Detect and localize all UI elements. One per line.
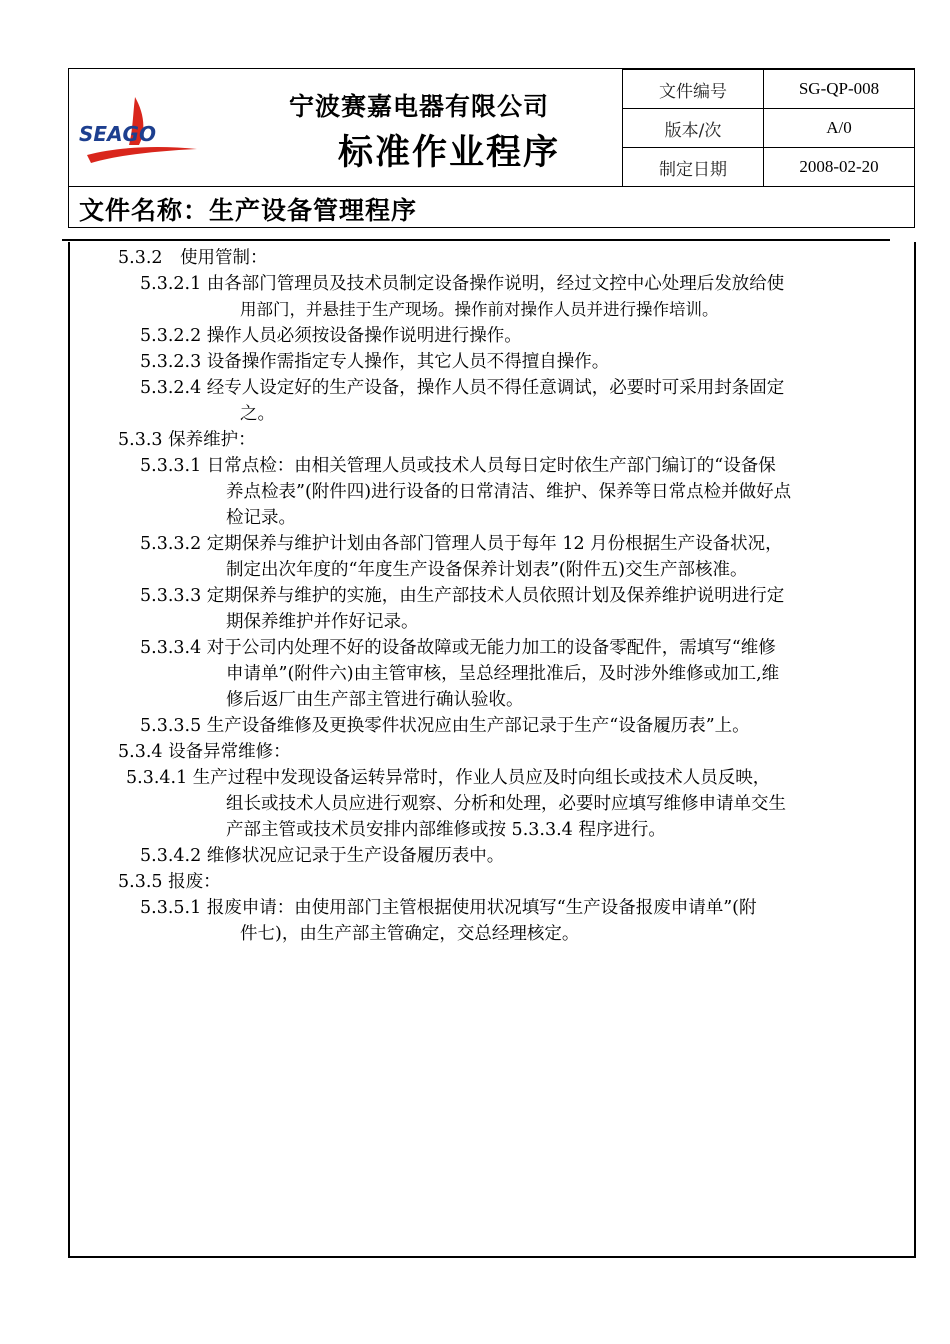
- paragraph-line: 5.3.4.1 生产过程中发现设备运转异常时，作业人员应及时向组长或技术人员反映，: [126, 768, 771, 788]
- paragraph-line: 5.3.2.4 经专人设定好的生产设备，操作人员不得任意调试，必要时可采用封条固定: [140, 378, 785, 398]
- paragraph-line: 组长或技术人员应进行观察、分析和处理，必要时应填写维修申请单交生: [226, 794, 786, 814]
- paragraph-line: 养点检表”(附件四)进行设备的日常清洁、维护、保养等日常点检并做好点: [226, 482, 792, 502]
- header-divider: [62, 239, 890, 241]
- section-heading: 5.3.3 保养维护：: [118, 430, 256, 450]
- meta-key: 文件编号: [623, 70, 764, 109]
- paragraph-line: 申请单”(附件六)由主管审核，呈总经理批准后，及时涉外维修或加工,维: [226, 664, 780, 684]
- company-name: 宁波赛嘉电器有限公司: [288, 92, 549, 121]
- meta-value: 2008-02-20: [764, 148, 915, 187]
- meta-key: 版本/次: [623, 109, 764, 148]
- paragraph-line: 用部门，并悬挂于生产现场。操作前对操作人员并进行操作培训。: [240, 300, 719, 319]
- meta-value: SG-QP-008: [764, 70, 915, 109]
- paragraph-line: 产部主管或技术员安排内部维修或按 5.3.3.4 程序进行。: [226, 820, 666, 840]
- paragraph-line: 5.3.4.2 维修状况应记录于生产设备履历表中。: [140, 846, 505, 866]
- paragraph-line: 检记录。: [226, 508, 296, 528]
- section-heading: 5.3.4 设备异常维修：: [118, 742, 291, 762]
- paragraph-line: 制定出次年度的“年度生产设备保养计划表”(附件五)交生产部核准。: [226, 560, 748, 580]
- document-type: 标准作业程序: [337, 133, 560, 173]
- meta-key: 制定日期: [623, 148, 764, 187]
- paragraph-line: 5.3.3.4 对于公司内处理不好的设备故障或无能力加工的设备零配件，需填写“维修: [140, 638, 776, 658]
- logo-text: SEAGO: [79, 122, 156, 146]
- paragraph-line: 件七)，由生产部主管确定，交总经理核定。: [240, 924, 580, 944]
- file-name-bar: [69, 186, 914, 228]
- seago-logo: [77, 89, 205, 169]
- paragraph-line: 5.3.2.3 设备操作需指定专人操作，其它人员不得擅自操作。: [140, 352, 610, 372]
- paragraph-line: 期保养维护并作好记录。: [226, 612, 419, 632]
- paragraph-line: 修后返厂由生产部主管进行确认验收。: [226, 690, 524, 710]
- paragraph-line: 5.3.3.5 生产设备维修及更换零件状况应由生产部记录于生产“设备履历表”上。: [140, 716, 750, 736]
- document-meta-table: [622, 69, 915, 187]
- meta-value: A/0: [764, 109, 915, 148]
- section-heading: 5.3.2 使用管制：: [118, 248, 268, 268]
- paragraph-line: 5.3.2.1 由各部门管理员及技术员制定设备操作说明，经过文控中心处理后发放给使: [140, 274, 785, 294]
- meta-row: [623, 70, 915, 109]
- document-header: [68, 68, 915, 228]
- meta-row: [623, 148, 915, 187]
- paragraph-line: 之。: [240, 404, 275, 424]
- section-heading: 5.3.5 报废：: [118, 872, 221, 892]
- file-name: 文件名称：生产设备管理程序: [79, 196, 418, 225]
- paragraph-line: 5.3.3.2 定期保养与维护计划由各部门管理人员于每年 12 月份根据生产设备状况，: [140, 534, 783, 554]
- paragraph-line: 5.3.2.2 操作人员必须按设备操作说明进行操作。: [140, 326, 522, 346]
- paragraph-line: 5.3.5.1 报废申请：由使用部门主管根据使用状况填写“生产设备报废申请单”(附: [140, 898, 757, 918]
- meta-row: [623, 109, 915, 148]
- paragraph-line: 5.3.3.1 日常点检：由相关管理人员或技术人员每日定时依生产部门编订的“设备保: [140, 456, 776, 476]
- paragraph-line: 5.3.3.3 定期保养与维护的实施，由生产部技术人员依照计划及保养维护说明进行定: [140, 586, 785, 606]
